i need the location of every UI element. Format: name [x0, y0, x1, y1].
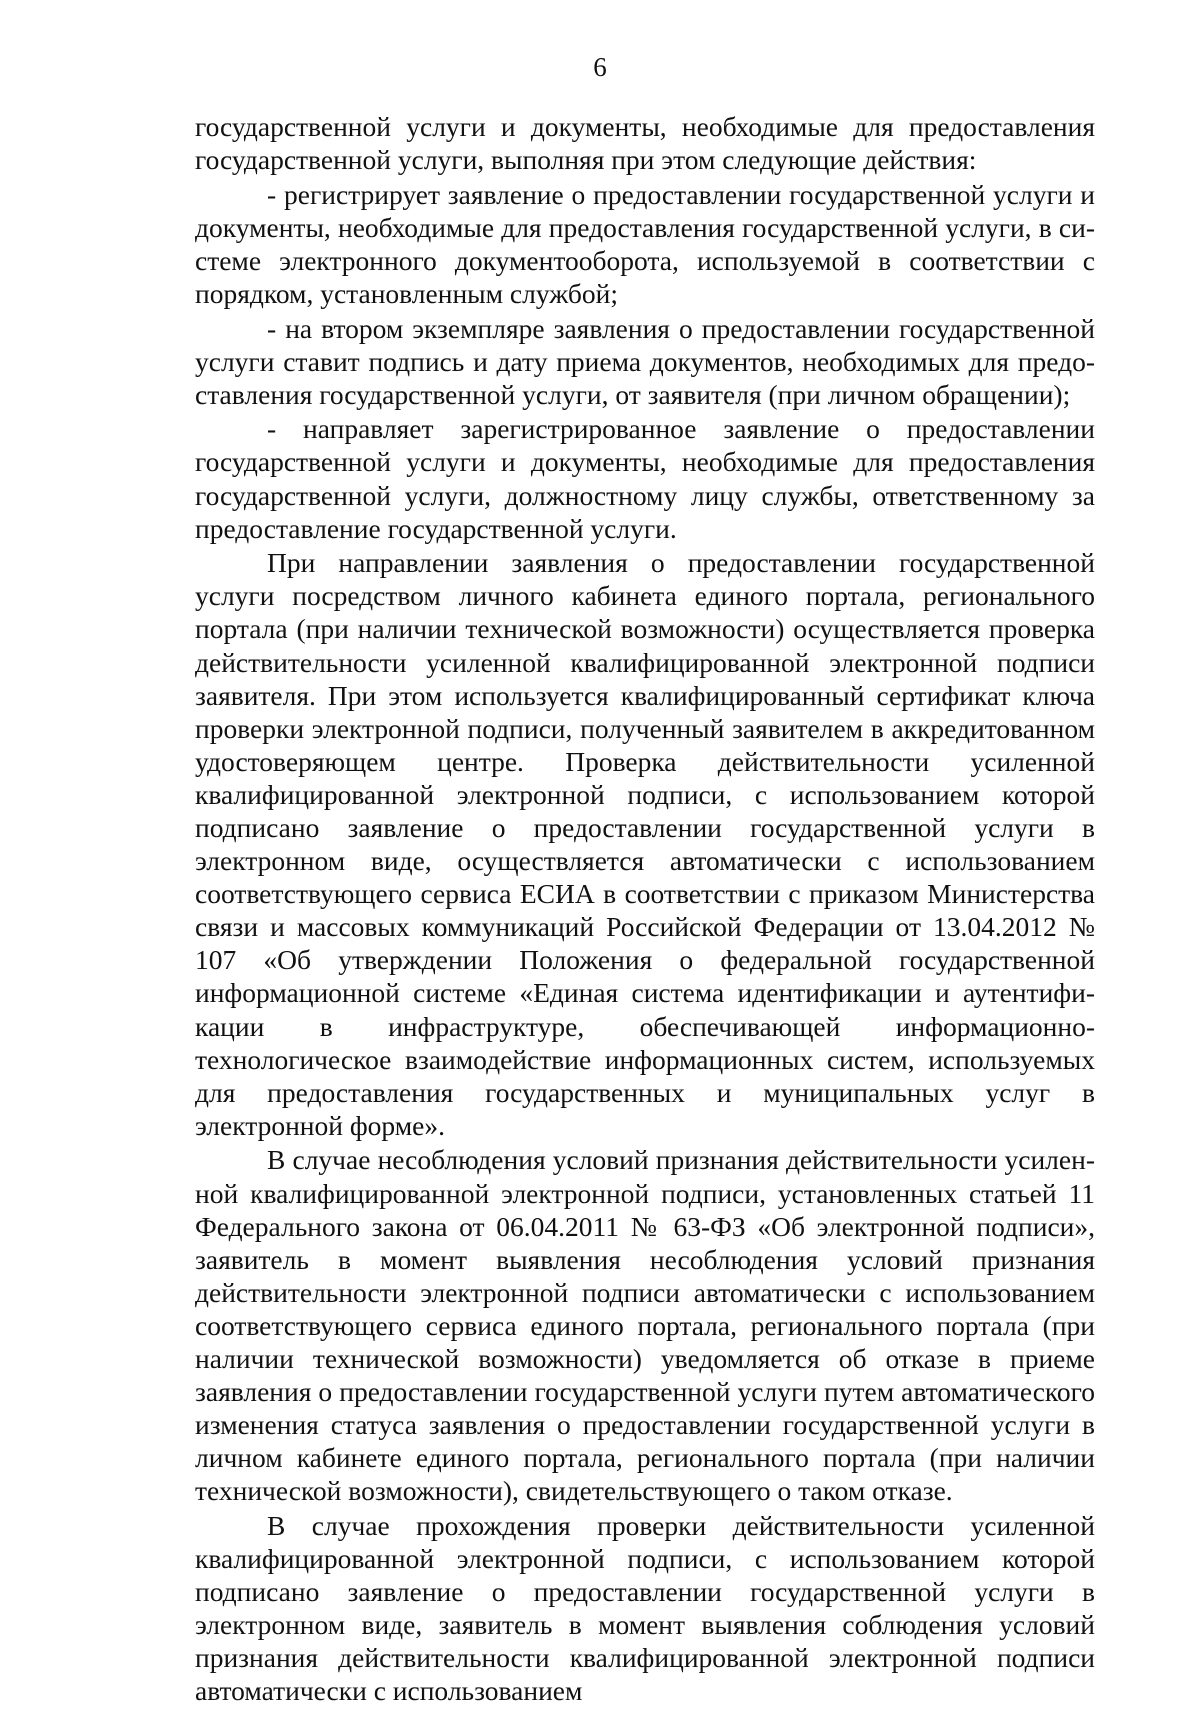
paragraph-3: - на втором экземпляре заявления о предоставлении государственной услуги ставит подпись и дату приема документов, необходимых для предоставления государственной услуги, от заявителя (при личном обращении); [195, 312, 1095, 410]
paragraph-5: При направлении заявления о предоставлении государственной услуги посредством личного кабинета единого портала, регионального портала (при наличии технической возможности) осуществляется проверка действительности усиленной квалифицированной электронной подписи заявителя. При этом используется квалифицированный сертификат ключа проверки электронной подписи, полученный заявителем в аккредитованном удостоверяющем центре. Проверка действительности усиленной квалифицированной электронной подписи, с использованием которой подписано заявление о предоставлении государственной услуги в электронном виде, осуществляется автоматически с использованием соответствующего сервиса ЕСИА в соответствии с приказом Министерства связи и массовых коммуникаций Российской Федерации от 13.04.2012 № 107 «Об утверждении Положения о федеральной государственной информационной системе «Единая система идентификации и аутентификации в инфраструктуре, обеспечивающей информационно-технологическое взаимодействие информационных систем, используемых для предоставления государственных и муниципальных услуг в электронной форме». [195, 547, 1095, 1141]
paragraph-2: - регистрирует заявление о предоставлении государственной услуги и документы, необходимые для предоставления государственной услуги, в системе электронного документооборота, используемой в соответствии с порядком, установленным службой; [195, 178, 1095, 309]
paragraph-7: В случае прохождения проверки действительности усиленной квалифицированной электронной подписи, с использованием которой подписано заявление о предоставлении государственной услуги в электронном виде, заявитель в момент выявления соблюдения условий признания действительности квалифицированной электронной подписи автоматически с использованием [195, 1509, 1095, 1707]
document-body [195, 110, 1095, 1709]
paragraph-1: государственной услуги и документы, необходимые для предоставления государственной услуги, выполняя при этом следующие действия: [195, 111, 1095, 176]
page-number: 6 [593, 52, 607, 82]
paragraph-4: - направляет зарегистрированное заявление о предоставлении государственной услуги и документы, необходимые для предоставления государственной услуги, должностному лицу службы, ответственному за предоставление государственной услуги. [195, 413, 1095, 544]
paragraph-6: В случае несоблюдения условий признания действительности усиленной квалифицированной электронной подписи, установленных статьей 11 Федерального закона от 06.04.2011 № 63-ФЗ «Об электронной подписи», заявитель в момент выявления несоблюдения условий признания действительности электронной подписи автоматически с использованием соответствующего сервиса единого портала, регионального портала (при наличии технической возможности) уведомляется об отказе в приеме заявления о предоставлении государственной услуги путем автоматического изменения статуса заявления о предоставлении государственной услуги в личном кабинете единого портала, регионального портала (при наличии технической возможности), свидетельствующего о таком отказе. [195, 1144, 1095, 1507]
